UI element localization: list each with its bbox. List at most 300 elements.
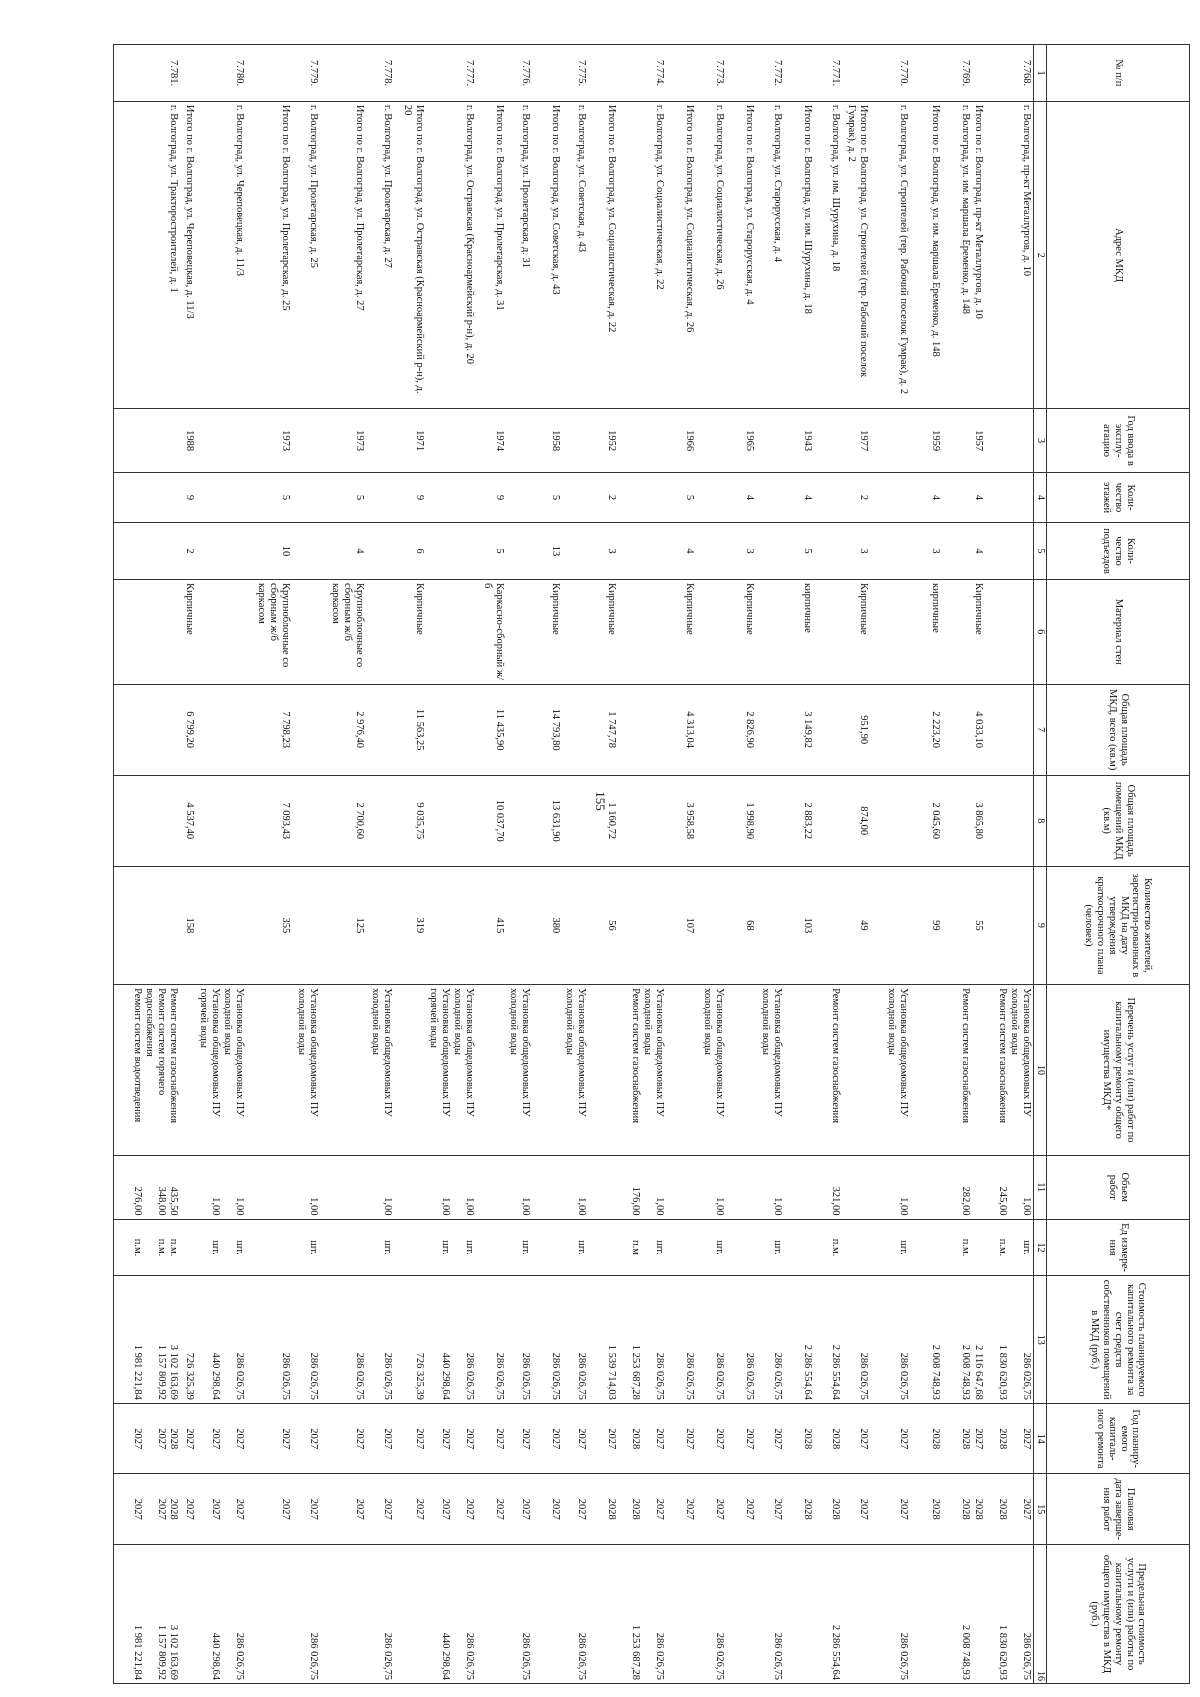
total-area: 4 033,10 [972,684,986,775]
floors-count [426,472,476,522]
works-list: Установка общедомовых ПУ холодной воды Ремонт систем газоснабжения [986,985,1034,1156]
table-row [366,45,394,1684]
entrances-count [870,523,910,580]
work-volume: 1,00 [292,1155,320,1219]
entrances-count [366,523,394,580]
works-list [842,985,870,1156]
commission-year: 1988 [180,409,196,473]
planned-cost: 286 026,75 [666,1276,696,1403]
subtotal-row [972,45,986,1684]
limit-cost [726,1545,756,1684]
floors-count: 5 [532,472,562,522]
planned-cost: 286 026,75 [562,1276,588,1403]
row-number: 7.779. [292,45,320,102]
residents-count: 107 [666,866,696,984]
limit-cost [972,1545,986,1684]
works-list: Установка общедомовых ПУ холодной воды [870,985,910,1156]
residents-count [426,866,476,984]
total-area: 4 313,04 [666,684,696,775]
measure-unit [726,1219,756,1276]
col-number: 12 [1034,1219,1047,1276]
commission-year [870,409,910,473]
end-date: 2027 [532,1474,562,1545]
total-area: 2 976,40 [320,684,366,775]
commission-year: 1965 [726,409,756,473]
work-volume [910,1155,942,1219]
table-row [114,45,180,1684]
planned-cost: 2 286 554,64 [784,1276,814,1403]
work-volume: 1,00 1,00 [196,1155,246,1219]
col-number: 2 [1034,101,1047,408]
work-volume: 1,00 176,00 [618,1155,666,1219]
address: г. Волгоград, ул. Пролетарская, д. 27 [366,101,394,408]
row-number: 7.771. [814,45,842,102]
total-area [618,684,666,775]
address: г. Волгоград, ул. Пролетарская, д. 25 [292,101,320,408]
subtotal-row [726,45,756,1684]
end-date: 2027 [180,1474,196,1545]
limit-cost: 286 026,75 [506,1545,532,1684]
work-volume [784,1155,814,1219]
row-number [246,45,292,102]
end-date: 2028 2027 2027 [114,1474,180,1545]
limit-cost: 286 026,75 1 253 687,28 [618,1545,666,1684]
residents-count: 68 [726,866,756,984]
works-list: Установка общедомовых ПУ холодной воды [756,985,784,1156]
limit-cost: 286 026,75 440 298,64 [426,1545,476,1684]
works-list: Установка общедомовых ПУ холодной воды [292,985,320,1156]
repair-year: 2027 [562,1403,588,1474]
premises-area [114,775,180,866]
premises-area: 4 537,40 [180,775,196,866]
address: г. Волгоград, ул. Пролетарская, д. 31 [506,101,532,408]
planned-cost: 2 116 647,68 [972,1276,986,1403]
total-area [756,684,784,775]
commission-year [696,409,726,473]
floors-count: 2 [588,472,618,522]
repair-year: 2027 [726,1403,756,1474]
residents-count [562,866,588,984]
repair-year: 2027 [394,1403,426,1474]
planned-cost: 286 026,75 [246,1276,292,1403]
premises-area: 3 865,80 [972,775,986,866]
measure-unit: шт. [506,1219,532,1276]
address: г. Волгоград, ул. им. маршала Еременко, д. 148 [942,101,972,408]
col-number: 4 [1034,472,1047,522]
total-area: 11 563,25 [394,684,426,775]
commission-year [366,409,394,473]
work-volume [246,1155,292,1219]
total-area: 951,90 [842,684,870,775]
header-unit: Ед измере-ния [1047,1219,1190,1276]
measure-unit [476,1219,506,1276]
works-list [532,985,562,1156]
commission-year: 1959 [910,409,942,473]
limit-cost [394,1545,426,1684]
wall-material: Кирпичные [532,579,562,684]
col-number: 3 [1034,409,1047,473]
end-date: 2027 2028 [618,1474,666,1545]
row-number [784,45,814,102]
limit-cost [532,1545,562,1684]
end-date: 2027 [842,1474,870,1545]
address: г. Волгоград, ул. Советская, д. 43 [562,101,588,408]
planned-cost: 1 539 714,03 [588,1276,618,1403]
address: г. Волгоград, ул. Социалистическая, д. 26 [696,101,726,408]
work-volume [726,1155,756,1219]
work-volume: 435,50 348,00 276,00 [114,1155,180,1219]
repair-year: 2027 2028 [618,1403,666,1474]
measure-unit: шт. [756,1219,784,1276]
entrances-count: 3 [842,523,870,580]
premises-area: 2 700,60 [320,775,366,866]
wall-material: Кирпичные [726,579,756,684]
wall-material [870,579,910,684]
wall-material [618,579,666,684]
col-number: 15 [1034,1474,1047,1545]
subtotal-row [532,45,562,1684]
entrances-count [506,523,532,580]
repair-year: 2027 [696,1403,726,1474]
limit-cost [588,1545,618,1684]
total-area [696,684,726,775]
residents-count: 103 [784,866,814,984]
table-row [426,45,476,1684]
planned-cost: 286 026,75 [320,1276,366,1403]
planned-cost: 286 026,75 [506,1276,532,1403]
repair-year: 2027 [506,1403,532,1474]
address: Итого по г. Волгоград, ул. Пролетарская, д. 27 [320,101,366,408]
floors-count: 4 [726,472,756,522]
subtotal-row [910,45,942,1684]
capital-repair-table [113,44,1190,1684]
entrances-count: 3 [588,523,618,580]
end-date: 2027 [246,1474,292,1545]
work-volume: 1,00 [870,1155,910,1219]
wall-material: Кирпичные [666,579,696,684]
repair-year: 2028 [910,1403,942,1474]
planned-cost: 286 026,75 440 298,64 [426,1276,476,1403]
residents-count: 55 [972,866,986,984]
planned-cost: 286 026,75 [366,1276,394,1403]
premises-area: 10 037,70 [476,775,506,866]
residents-count [366,866,394,984]
table-row [942,45,972,1684]
table-row [756,45,784,1684]
repair-year: 2027 [246,1403,292,1474]
header-repair-year: Год планиру-емого капиталь-ного ремонта [1047,1403,1190,1474]
limit-cost: 286 026,75 440 298,64 [196,1545,246,1684]
work-volume: 1,00 [562,1155,588,1219]
floors-count [696,472,726,522]
measure-unit [784,1219,814,1276]
row-number [726,45,756,102]
subtotal-row [246,45,292,1684]
col-number: 7 [1034,684,1047,775]
col-number: 5 [1034,523,1047,580]
limit-cost [910,1545,942,1684]
repair-year: 2027 [666,1403,696,1474]
wall-material [114,579,180,684]
entrances-count [756,523,784,580]
repair-year: 2027 2027 [196,1403,246,1474]
premises-area: 1 998,90 [726,775,756,866]
planned-cost: 286 026,75 1 253 687,28 [618,1276,666,1403]
planned-cost: 726 325,39 [394,1276,426,1403]
floors-count [506,472,532,522]
wall-material: Крупноблочные со сборным ж/б каркасом [246,579,292,684]
row-number: 7.773. [696,45,726,102]
row-number [532,45,562,102]
entrances-count [942,523,972,580]
address: Итого по г. Волгоград, ул. Строителей (тер. Рабочий поселок Гумрак), д. 2 [842,101,870,408]
col-number: 14 [1034,1403,1047,1474]
residents-count: 380 [532,866,562,984]
end-date: 2028 [588,1474,618,1545]
repair-year: 2027 [588,1403,618,1474]
row-number: 7.780. [196,45,246,102]
wall-material [696,579,726,684]
measure-unit [972,1219,986,1276]
works-list [726,985,756,1156]
residents-count: 56 [588,866,618,984]
commission-year: 1977 [842,409,870,473]
entrances-count: 4 [972,523,986,580]
measure-unit: шт. п.м. [986,1219,1034,1276]
col-number: 10 [1034,985,1047,1156]
address: Итого по г. Волгоград, ул. Советская, д. 43 [532,101,562,408]
commission-year: 1974 [476,409,506,473]
address: г. Волгоград, ул. Череповецкая, д. 11/3 [196,101,246,408]
row-number: 7.775. [562,45,588,102]
commission-year [426,409,476,473]
repair-year: 2027 [292,1403,320,1474]
entrances-count: 13 [532,523,562,580]
total-area [986,684,1034,775]
commission-year: 1958 [532,409,562,473]
subtotal-row [180,45,196,1684]
residents-count: 99 [910,866,942,984]
repair-year: 2027 [870,1403,910,1474]
works-list [784,985,814,1156]
header-num: № п/п [1047,45,1190,102]
measure-unit [180,1219,196,1276]
col-number: 9 [1034,866,1047,984]
row-number: 7.772. [756,45,784,102]
address: Итого по г. Волгоград, пр-кт Металлургов, д. 10 [972,101,986,408]
premises-area [562,775,588,866]
floors-count [114,472,180,522]
floors-count [942,472,972,522]
col-number: 11 [1034,1155,1047,1219]
floors-count [870,472,910,522]
wall-material: Кирпичные [842,579,870,684]
total-area [426,684,476,775]
address: Итого по г. Волгоград, ул. Пролетарская, д. 31 [476,101,506,408]
measure-unit: п.м. п.м. п.м. [114,1219,180,1276]
total-area [562,684,588,775]
wall-material: кирпичные [784,579,814,684]
end-date: 2028 [910,1474,942,1545]
wall-material [756,579,784,684]
commission-year [756,409,784,473]
address: г. Волгоград, ул. Строителей (тер. Рабочий поселок Гумрак), д. 2 [870,101,910,408]
row-number [320,45,366,102]
address: Итого по г. Волгоград, ул. Социалистическая, д. 26 [666,101,696,408]
works-list [394,985,426,1156]
planned-cost: 286 026,75 [696,1276,726,1403]
row-number: 7.778. [366,45,394,102]
limit-cost [784,1545,814,1684]
entrances-count: 3 [726,523,756,580]
total-area: 6 799,20 [180,684,196,775]
repair-year: 2028 [814,1403,842,1474]
work-volume [320,1155,366,1219]
commission-year [292,409,320,473]
table-row [562,45,588,1684]
row-number [476,45,506,102]
end-date: 2027 2027 [426,1474,476,1545]
works-list [320,985,366,1156]
floors-count [292,472,320,522]
works-list: Установка общедомовых ПУ холодной воды [696,985,726,1156]
total-area [196,684,246,775]
address: Итого по г. Волгоград, ул. Пролетарская, д. 25 [246,101,292,408]
table-row [292,45,320,1684]
wall-material [506,579,532,684]
entrances-count: 10 [246,523,292,580]
table-row [696,45,726,1684]
floors-count [618,472,666,522]
residents-count [696,866,726,984]
commission-year [506,409,532,473]
entrances-count: 5 [476,523,506,580]
works-list: Установка общедомовых ПУ холодной воды Ремонт систем газоснабжения [618,985,666,1156]
address: Итого по г. Волгоград, ул. им. Шурухина, д. 18 [784,101,814,408]
measure-unit [666,1219,696,1276]
measure-unit: п.м. [942,1219,972,1276]
premises-area: 1 160,72 [588,775,618,866]
work-volume [532,1155,562,1219]
limit-cost [246,1545,292,1684]
end-date: 2027 [696,1474,726,1545]
planned-cost: 286 026,75 [476,1276,506,1403]
wall-material: Кирпичные [588,579,618,684]
repair-year: 2027 [756,1403,784,1474]
measure-unit [320,1219,366,1276]
planned-cost: 286 026,75 1 830 620,93 [986,1276,1034,1403]
total-area: 14 793,80 [532,684,562,775]
repair-year: 2027 [476,1403,506,1474]
entrances-count [814,523,842,580]
repair-year: 2027 [180,1403,196,1474]
residents-count: 125 [320,866,366,984]
end-date: 2028 [784,1474,814,1545]
works-list: Установка общедомовых ПУ холодной воды Установка общедомовых ПУ горячей воды [426,985,476,1156]
measure-unit [910,1219,942,1276]
floors-count [756,472,784,522]
row-number [666,45,696,102]
measure-unit [532,1219,562,1276]
total-area: 1 747,78 [588,684,618,775]
measure-unit: шт. [292,1219,320,1276]
total-area: 11 435,90 [476,684,506,775]
premises-area: 2 045,60 [910,775,942,866]
works-list [180,985,196,1156]
commission-year: 1952 [588,409,618,473]
residents-count [114,866,180,984]
repair-year: 2028 2027 2027 [114,1403,180,1474]
subtotal-row [666,45,696,1684]
limit-cost [666,1545,696,1684]
measure-unit: шт. п.м [618,1219,666,1276]
commission-year: 1966 [666,409,696,473]
floors-count [366,472,394,522]
end-date: 2027 [726,1474,756,1545]
works-list [588,985,618,1156]
header-entrances: Коли-чество подъездов [1047,523,1190,580]
premises-area [870,775,910,866]
floors-count [814,472,842,522]
works-list: Установка общедомовых ПУ холодной воды [366,985,394,1156]
premises-area [426,775,476,866]
entrances-count: 6 [394,523,426,580]
planned-cost: 2 286 554,64 [814,1276,842,1403]
planned-cost: 286 026,75 440 298,64 [196,1276,246,1403]
work-volume: 1,00 245,00 [986,1155,1034,1219]
header-cost: Стоимость планируемого капитального ремонта за счет средств собственников помещений в МКД (руб.) [1047,1276,1190,1403]
wall-material [562,579,588,684]
measure-unit: шт. [366,1219,394,1276]
address: г. Волгоград, пр-кт Металлургов, д. 10 [986,101,1034,408]
address: Итого по г. Волгоград, ул. Старорусская, д. 4 [726,101,756,408]
limit-cost: 3 102 163,69 1 157 809,92 1 981 221,84 [114,1545,180,1684]
entrances-count: 4 [666,523,696,580]
address: г. Волгоград, ул. Остравская (Красноармейский р-н), д. 20 [426,101,476,408]
measure-unit [394,1219,426,1276]
wall-material [426,579,476,684]
limit-cost: 286 026,75 [870,1545,910,1684]
premises-area [986,775,1034,866]
total-area: 7 798,23 [246,684,292,775]
residents-count [756,866,784,984]
wall-material: Кирпичные [180,579,196,684]
commission-year [196,409,246,473]
row-number: 7.768. [986,45,1034,102]
row-number [842,45,870,102]
commission-year [562,409,588,473]
commission-year [618,409,666,473]
end-date: 2027 [366,1474,394,1545]
table-row [506,45,532,1684]
header-premises-area: Общая площадь помещений МКД (кв.м) [1047,775,1190,866]
planned-cost: 286 026,75 [292,1276,320,1403]
col-number: 13 [1034,1276,1047,1403]
works-list: Ремонт систем газоснабжения [942,985,972,1156]
col-number: 8 [1034,775,1047,866]
repair-year: 2028 [942,1403,972,1474]
end-date: 2027 2028 [986,1474,1034,1545]
row-number [972,45,986,102]
planned-cost: 286 026,75 [756,1276,784,1403]
repair-year: 2027 2027 [426,1403,476,1474]
row-number [394,45,426,102]
work-volume: 1,00 1,00 [426,1155,476,1219]
limit-cost: 2 286 554,64 [814,1545,842,1684]
wall-material [292,579,320,684]
works-list [476,985,506,1156]
address: Итого по г. Волгоград, ул. Череповецкая, д. 11/3 [180,101,196,408]
